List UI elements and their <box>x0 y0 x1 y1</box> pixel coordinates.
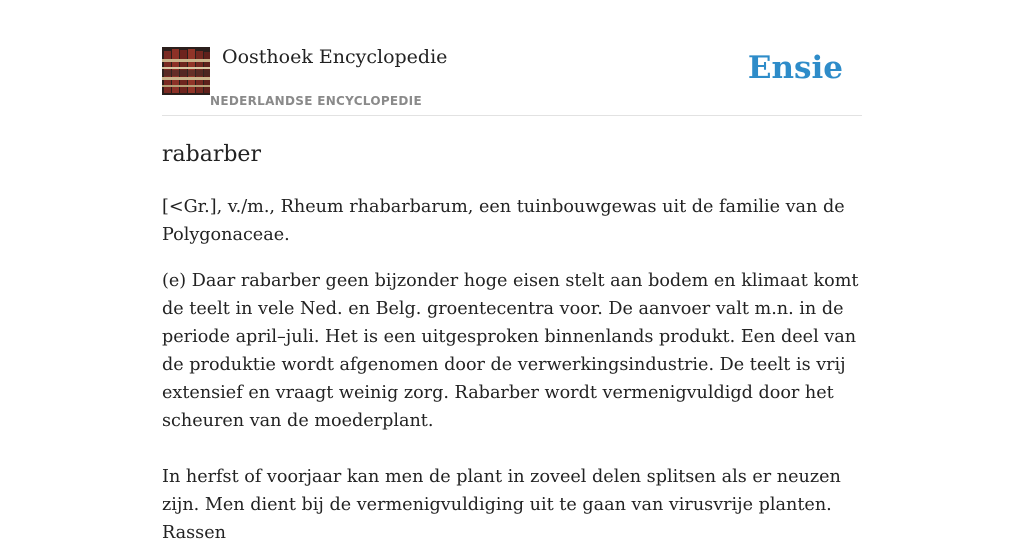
entry-content <box>162 116 862 547</box>
brand-logo-link[interactable]: Ensie <box>747 50 843 86</box>
site-name[interactable]: Oosthoek Encyclopedie <box>222 46 448 68</box>
entry-definition: [<Gr.], v./m., Rheum rhabarbarum, een tuinbouwgewas uit de familie van de Polygonaceae. <box>162 197 845 245</box>
site-subtitle: NEDERLANDSE ENCYCLOPEDIE <box>210 94 422 108</box>
entry-title: rabarber <box>162 142 261 167</box>
paragraph-gap <box>162 435 862 463</box>
entry-paragraph: In herfst of voorjaar kan men de plant in zoveel delen splitsen als er neuzen zijn. Men dient bij de vermenigvuldiging uit te gaan van virusvrije planten. Rassen <box>162 467 841 543</box>
entry-paragraph: (e) Daar rabarber geen bijzonder hoge eisen stelt aan bodem en klimaat komt de teelt in vele Ned. en Belg. groentecentra voor. De aanvoer valt m.n. in de periode april–juli. Het is een uitgesproken binnenlands produkt. Een deel van de produktie wordt afgenomen door de verwerkingsindustrie. De teelt is vrij extensief en vraagt weinig zorg. Rabarber wordt vermenigvuldigd door het scheuren van de moederplant. <box>162 271 859 431</box>
page <box>162 0 862 547</box>
source-avatar[interactable] <box>162 47 210 95</box>
site-header <box>162 0 862 116</box>
book-spines-icon <box>162 47 210 95</box>
